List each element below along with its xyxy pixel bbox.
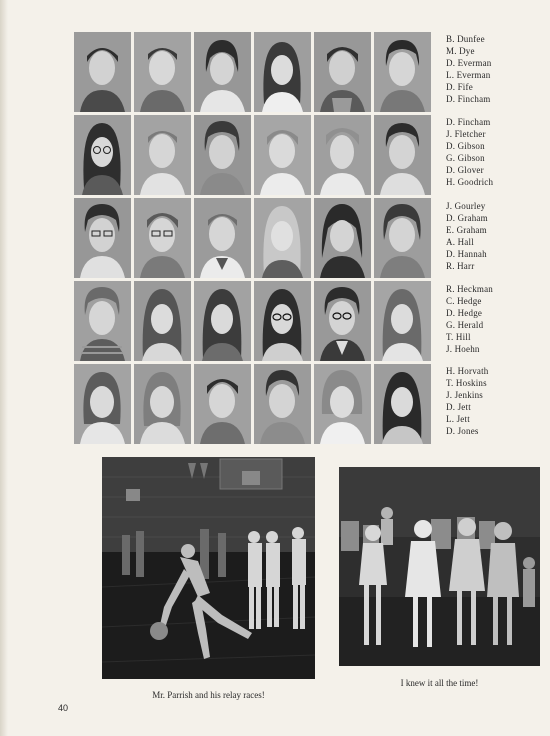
student-name: T. Hoskins xyxy=(446,378,487,388)
page-number: 40 xyxy=(58,703,69,713)
portrait-photo xyxy=(254,281,311,361)
portrait-photo xyxy=(134,281,191,361)
portrait-photo xyxy=(74,281,131,361)
portrait-row xyxy=(74,115,432,195)
portrait-photo xyxy=(254,115,311,195)
portrait-photo xyxy=(314,115,371,195)
student-name: D. Glover xyxy=(446,165,484,175)
student-name: B. Dunfee xyxy=(446,34,485,44)
portrait-row xyxy=(74,32,432,112)
student-name: A. Hall xyxy=(446,237,474,247)
portrait-photo xyxy=(314,364,371,444)
left-photo-caption: Mr. Parrish and his relay races! xyxy=(152,690,265,700)
portrait-row xyxy=(74,198,432,278)
portrait-photo xyxy=(254,364,311,444)
portrait-photo xyxy=(74,364,131,444)
student-name: D. Gibson xyxy=(446,141,485,151)
student-name: D. Everman xyxy=(446,58,492,68)
portrait-row xyxy=(74,281,432,361)
portrait-photo xyxy=(134,364,191,444)
student-name: R. Harr xyxy=(446,261,475,271)
student-name: D. Fincham xyxy=(446,94,491,104)
student-name: J. Jenkins xyxy=(446,390,484,400)
portrait-photo xyxy=(74,115,131,195)
student-name: D. Hannah xyxy=(446,249,487,259)
portrait-photo xyxy=(74,198,131,278)
portrait-photo xyxy=(134,115,191,195)
girls-dancing-photo xyxy=(339,467,540,666)
student-name: C. Hedge xyxy=(446,296,482,306)
student-name: G. Herald xyxy=(446,320,484,330)
portrait-photo xyxy=(194,198,251,278)
portrait-row xyxy=(74,364,432,444)
student-name: D. Fife xyxy=(446,82,473,92)
student-name: J. Gourley xyxy=(446,201,486,211)
portrait-photo xyxy=(374,198,431,278)
portrait-grid xyxy=(74,32,432,444)
gym-relay-photo xyxy=(102,457,315,679)
portrait-photo xyxy=(314,198,371,278)
portrait-photo xyxy=(194,32,251,112)
portrait-photo xyxy=(134,198,191,278)
student-name: H. Horvath xyxy=(446,366,489,376)
portrait-photo xyxy=(194,364,251,444)
portrait-photo xyxy=(74,32,131,112)
student-name: D. Jones xyxy=(446,426,479,436)
portrait-photo xyxy=(134,32,191,112)
student-name: J. Hoehn xyxy=(446,344,480,354)
page-binding-shadow xyxy=(0,0,8,736)
student-name: M. Dye xyxy=(446,46,475,56)
student-name: R. Heckman xyxy=(446,284,493,294)
student-name: L. Everman xyxy=(446,70,491,80)
portrait-photo xyxy=(374,281,431,361)
portrait-photo xyxy=(314,281,371,361)
student-name: E. Graham xyxy=(446,225,487,235)
portrait-photo xyxy=(194,281,251,361)
portrait-photo xyxy=(374,32,431,112)
portrait-photo xyxy=(374,115,431,195)
portrait-photo xyxy=(194,115,251,195)
student-name: T. Hill xyxy=(446,332,471,342)
student-name: L. Jett xyxy=(446,414,470,424)
portrait-photo xyxy=(254,198,311,278)
student-name: D. Graham xyxy=(446,213,488,223)
right-photo-caption: I knew it all the time! xyxy=(400,678,479,688)
portrait-photo xyxy=(254,32,311,112)
student-name: H. Goodrich xyxy=(446,177,494,187)
student-name: G. Gibson xyxy=(446,153,485,163)
portrait-photo xyxy=(374,364,431,444)
portrait-photo xyxy=(314,32,371,112)
student-name: D. Jett xyxy=(446,402,471,412)
student-name: D. Hedge xyxy=(446,308,483,318)
student-name: J. Fletcher xyxy=(446,129,486,139)
student-name: D. Fincham xyxy=(446,117,491,127)
